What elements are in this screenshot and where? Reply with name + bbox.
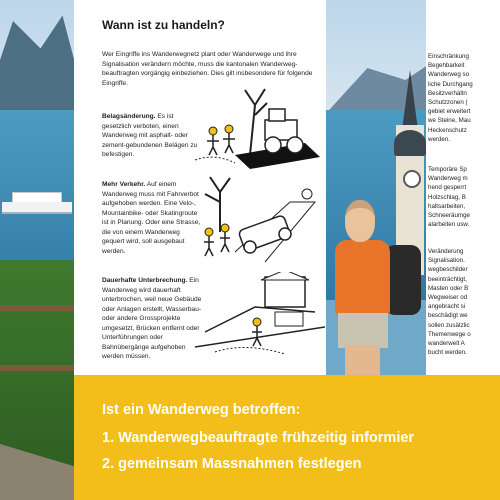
banner-step: 1. Wanderwegbeauftragte frühzeitig informier (102, 430, 415, 446)
right-column-paragraph: Temporäre Sp Wanderweg m hend gesperrt Holzschlag, B haltsarbeiten, Schneeräumge alarbeiten usw. (428, 166, 470, 229)
case-body: Es ist gesetzlich verboten, einen Wanderweg mit asphalt- oder zement-gebundenen Belägen zu befestigen. (102, 113, 198, 158)
ship-hull (2, 202, 72, 214)
illustration-road-paving (195, 85, 325, 170)
section-heading: Wann ist zu handeln? (102, 18, 225, 32)
church-dome (394, 130, 426, 156)
hiker-figure (330, 195, 430, 375)
hiker-shorts (338, 313, 388, 348)
intro-paragraph: Wer Eingriffe ins Wanderwegnetz plant oder Wanderwege und ihre Signalisation verändern möchte, muss die kantonalen Wanderweg-beauftragten vorgängig einbeziehen. Dies gilt insbesondere für folgende Eingriffe. (102, 51, 313, 87)
case-body: Ein Wanderweg wird dauerhaft unterbrochen, weil neue Gebäude oder Anlagen erstellt, Wasserbau- oder andere Grossprojekte umgesetzt, Brücken entfernt oder Unterführungen oder Bahnübergänge aufgehoben werden müssen. (102, 277, 202, 360)
church-clock (403, 170, 421, 188)
case-body: Auf einem Wanderweg muss mit Fahrverbot aufgehoben werden. Eine Velo-, Mountainbike- oder Skatingroute ist in Planung. Oder eine Strasse, die von einem Wanderweg gequert wird, soll ausgebaut werden. (102, 181, 201, 255)
right-column-paragraph: Veränderung Signalisation. wegbeschilder beeinträchtigt, Masten oder B Wegweiser od angebracht si beschädigt we sollen zusätzlic Themenwege o wanderwelt A bucht werden. (428, 248, 471, 357)
hiker-head (345, 200, 375, 242)
case-paragraph (102, 276, 202, 362)
fence-rail (0, 305, 76, 311)
case-paragraph (102, 112, 202, 160)
banner-title: Ist ein Wanderweg betroffen: (102, 402, 301, 418)
case-title: Mehr Verkehr. (102, 181, 146, 188)
church-spire (402, 70, 418, 130)
hiker-backpack (385, 245, 421, 315)
illustration-traffic (195, 172, 325, 267)
illustration-interruption (195, 272, 325, 362)
fence-rail (0, 365, 76, 371)
case-title: Dauerhafte Unterbrechung. (102, 277, 188, 284)
ship (2, 190, 72, 214)
case-title: Belagsänderung. (102, 113, 156, 120)
right-column-paragraph: Einschränkung Begehbarkeit Wanderweg so liche Durchgang Besitzverhältn Schutzzonen ( gebiet erweitert we Steine, Mau Heckenschutz werden. (428, 53, 473, 143)
case-paragraph (102, 180, 202, 256)
banner-step: 2. gemeinsam Massnahmen festlegen (102, 456, 362, 472)
hiker-shirt (335, 240, 390, 315)
hiker-legs (345, 345, 380, 375)
